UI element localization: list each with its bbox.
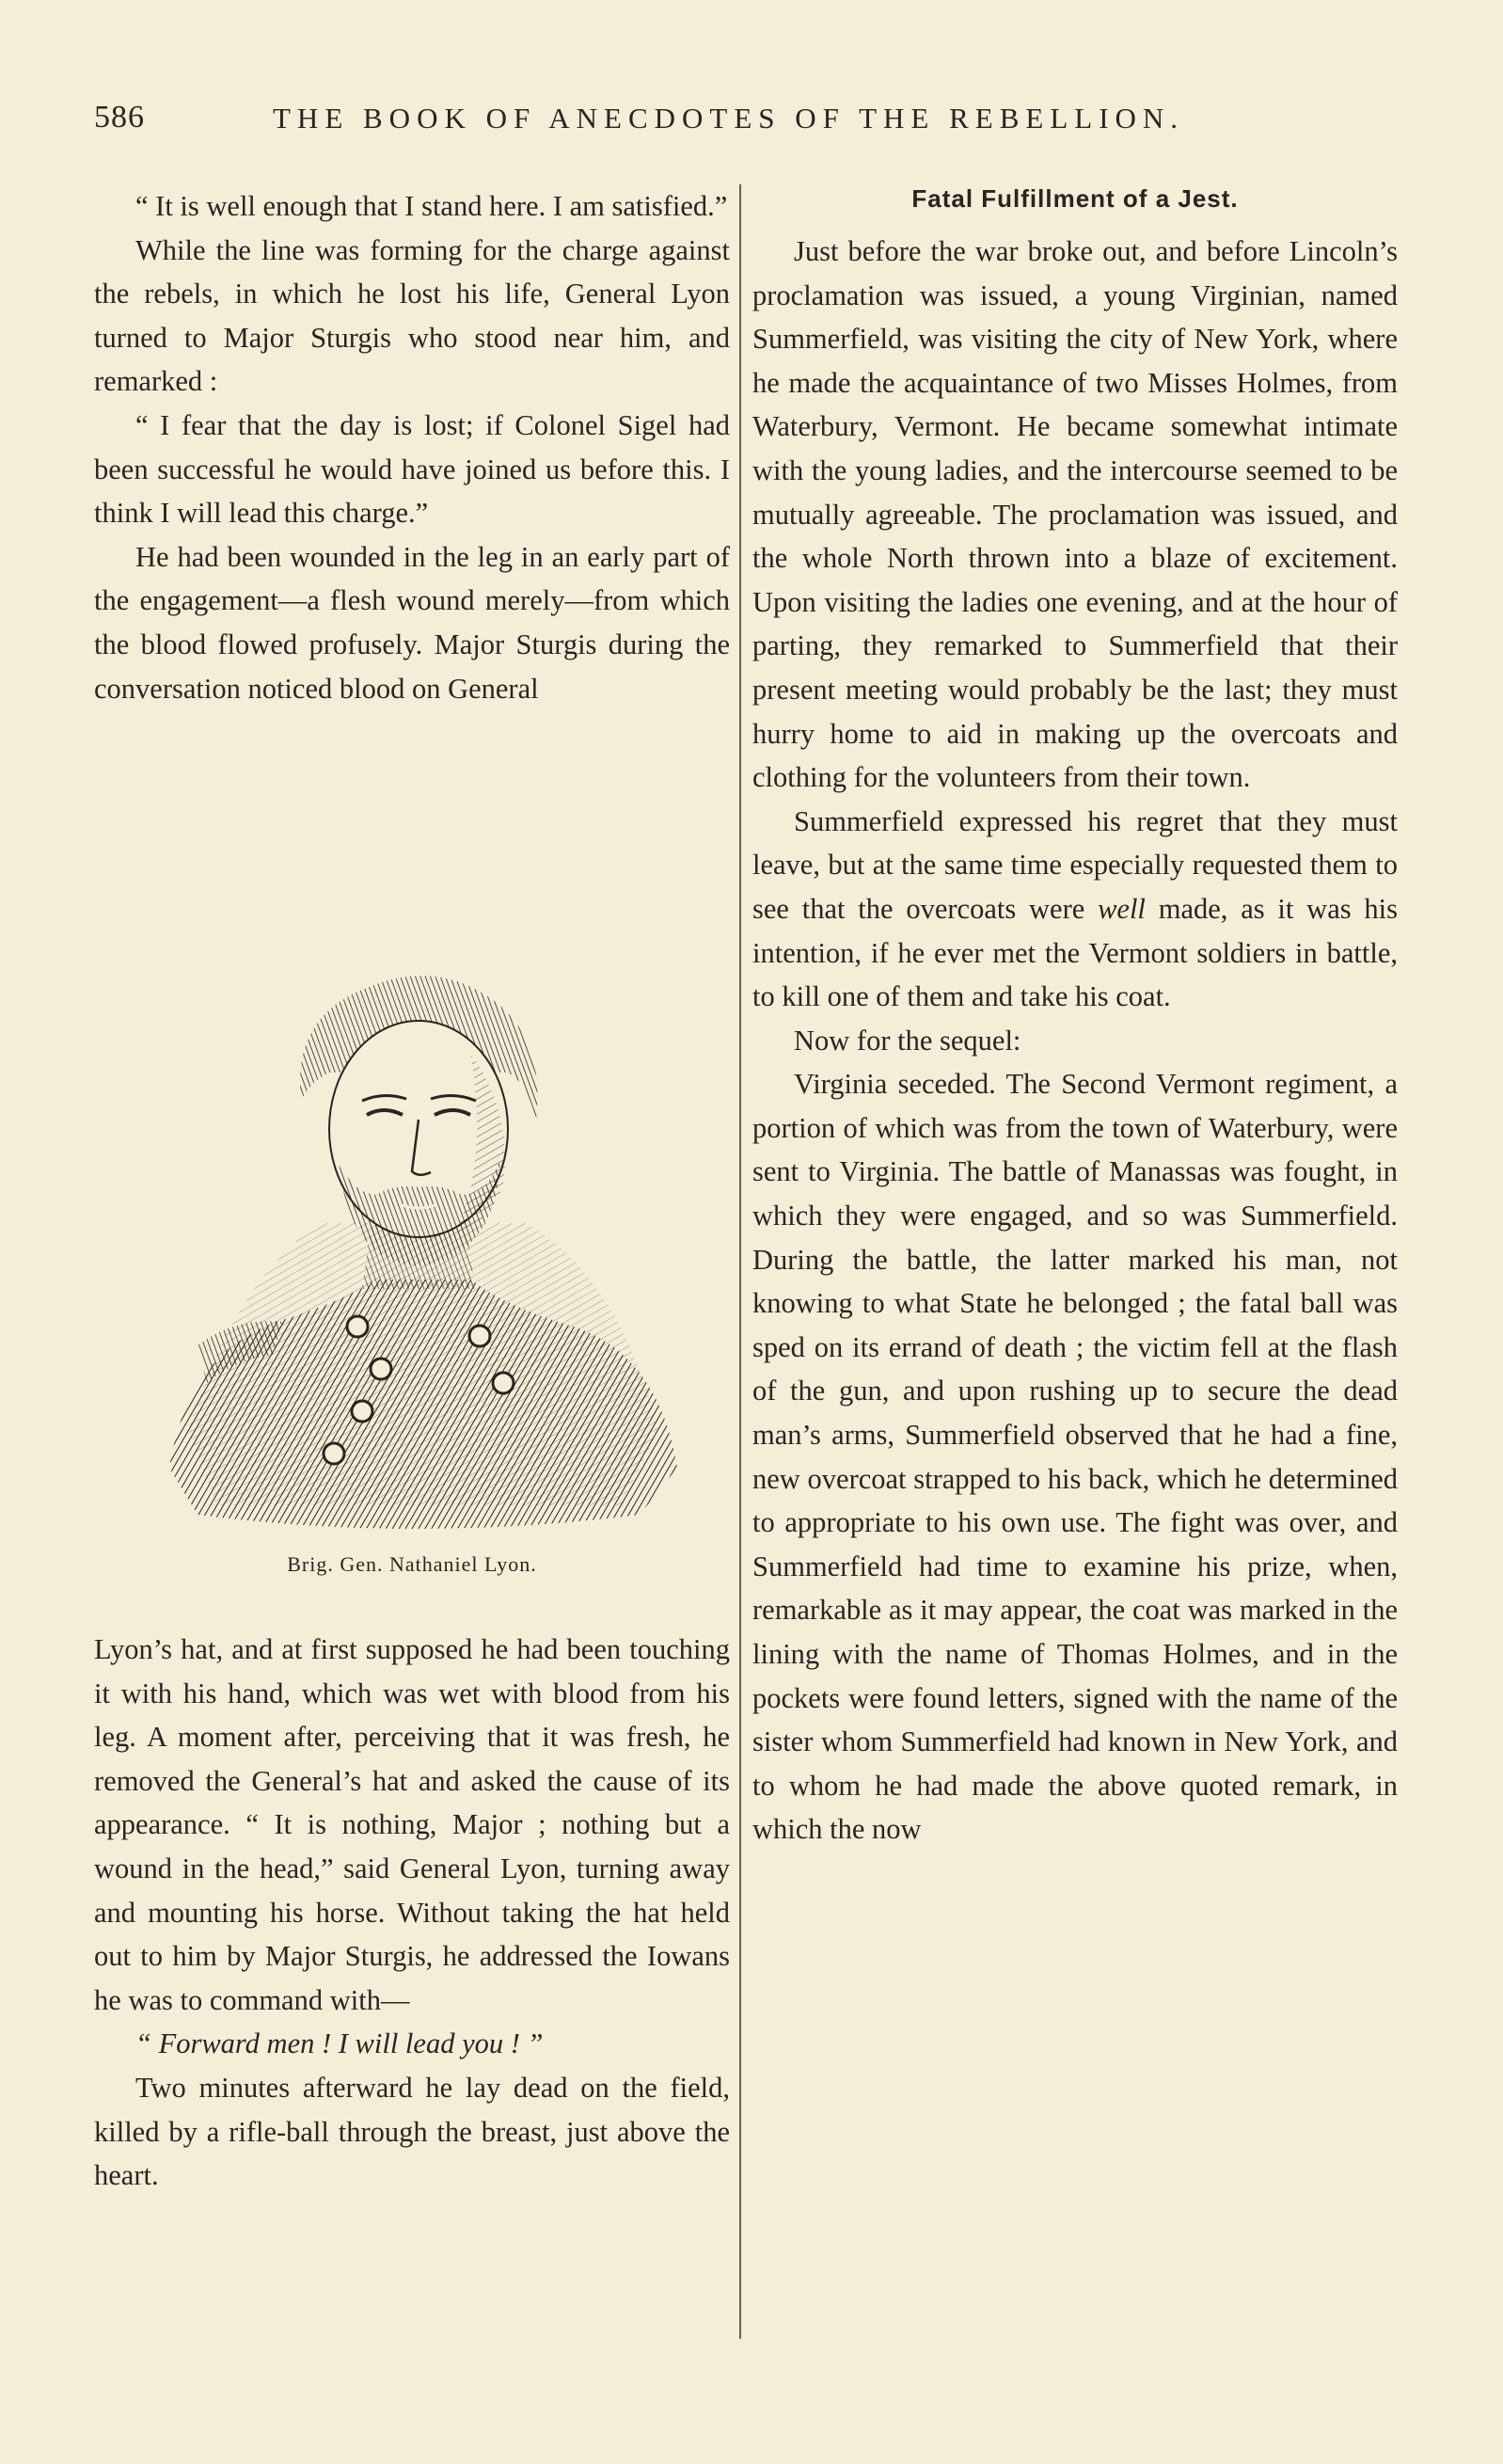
right-column <box>752 184 1398 1852</box>
portrait-figure <box>94 941 730 1618</box>
p2-emphasis: well <box>1098 892 1146 925</box>
left-continuation: Lyon’s hat, and at first supposed he had been touching it with his hand, which was wet with blood from his leg. A moment after, perceiving that it was fresh, he removed the General’s hat and asked the cause of its appearance. “ It is nothing, Major ; nothing but a wound in the head,” said General Lyon, turning away and mounting his horse. Without taking the hat held out to him by Major Sturgis, he addressed the Iowans he was to command with— <box>94 1633 730 2016</box>
left-quote <box>94 2022 730 2066</box>
left-paragraph-1: “ It is well enough that I stand here. I am satisfied.” <box>135 190 728 222</box>
p2-after: made, as it was his intention, if he ever met the Vermont soldiers in battle, to kill one of them and take his coat. <box>752 892 1398 1013</box>
right-paragraph-4: Virginia seceded. The Second Vermont regiment, a portion of which was from the town of Waterbury, were sent to Virginia. The battle of Manassas was fought, in which they were engaged, and so was Summerfield. During the battle, the latter marked his man, not knowing to what State he belonged ; the fatal ball was sped on its errand of death ; the victim fell at the flash of the gun, and upon rushing up to secure the dead man’s arms, Summerfield observed that he had a fine, new overcoat strapped to his back, which he determined to appropriate to his own use. The fight was over, and Summerfield had time to examine his prize, when, remarkable as it may appear, the coat was marked in the lining with the name of Thomas Holmes, and in the pockets were found letters, signed with the name of the sister whom Summerfield had known in New York, and to whom he had made the above quoted remark, in which the now <box>752 1068 1398 1846</box>
portrait-engraving <box>132 941 696 1543</box>
page-number: 586 <box>94 100 145 135</box>
left-column <box>94 184 730 710</box>
quote-text: “ Forward men ! I will lead you ! ” <box>135 2027 544 2060</box>
running-header <box>94 100 1232 156</box>
right-paragraph-2 <box>752 800 1398 1019</box>
left-paragraph-4: He had been wounded in the leg in an early part of the engagement—a flesh wound merely—from which the blood flowed profusely. Major Sturgis during the conversation noticed blood on General <box>94 540 730 705</box>
right-paragraph-1: Just before the war broke out, and before Lincoln’s proclamation was issued, a young Virginian, named Summerfield, was visiting the city of New York, where he made the acquaintance of two Misses Holmes, from Waterbury, Vermont. He became somewhat intimate with the young ladies, and the intercourse seemed to be mutually agreeable. The proclamation was issued, and the whole North thrown into a blaze of excitement. Upon visiting the ladies one evening, and at the hour of parting, they remarked to Summerfield that their present meeting would probably be the last; they must hurry home to aid in making up the overcoats and clothing for the volunteers from their town. <box>752 235 1398 794</box>
left-closing: Two minutes afterward he lay dead on the field, killed by a rifle-ball through the breast, just above the heart. <box>94 2071 730 2192</box>
p2-before: Summerfield expressed his regret that they must leave, but at the same time especially requested them to see that the overcoats were <box>752 804 1398 925</box>
column-rule <box>739 184 741 2339</box>
left-paragraph-3: “ I fear that the day is lost; if Colonel Sigel had been successful he would have joined us before this. I think I will lead this charge.” <box>94 408 730 530</box>
left-paragraph-2: While the line was forming for the charge against the rebels, in which he lost his life, General Lyon turned to Major Sturgis who stood near him, and remarked : <box>94 233 730 398</box>
figure-caption: Brig. Gen. Nathaniel Lyon. <box>287 1552 537 1576</box>
section-heading: Fatal Fulfillment of a Jest. <box>911 184 1239 213</box>
left-column-continued <box>94 1628 730 2198</box>
right-paragraph-3: Now for the sequel: <box>794 1024 1021 1057</box>
running-title: THE BOOK OF ANECDOTES OF THE REBELLION. <box>273 102 1185 135</box>
